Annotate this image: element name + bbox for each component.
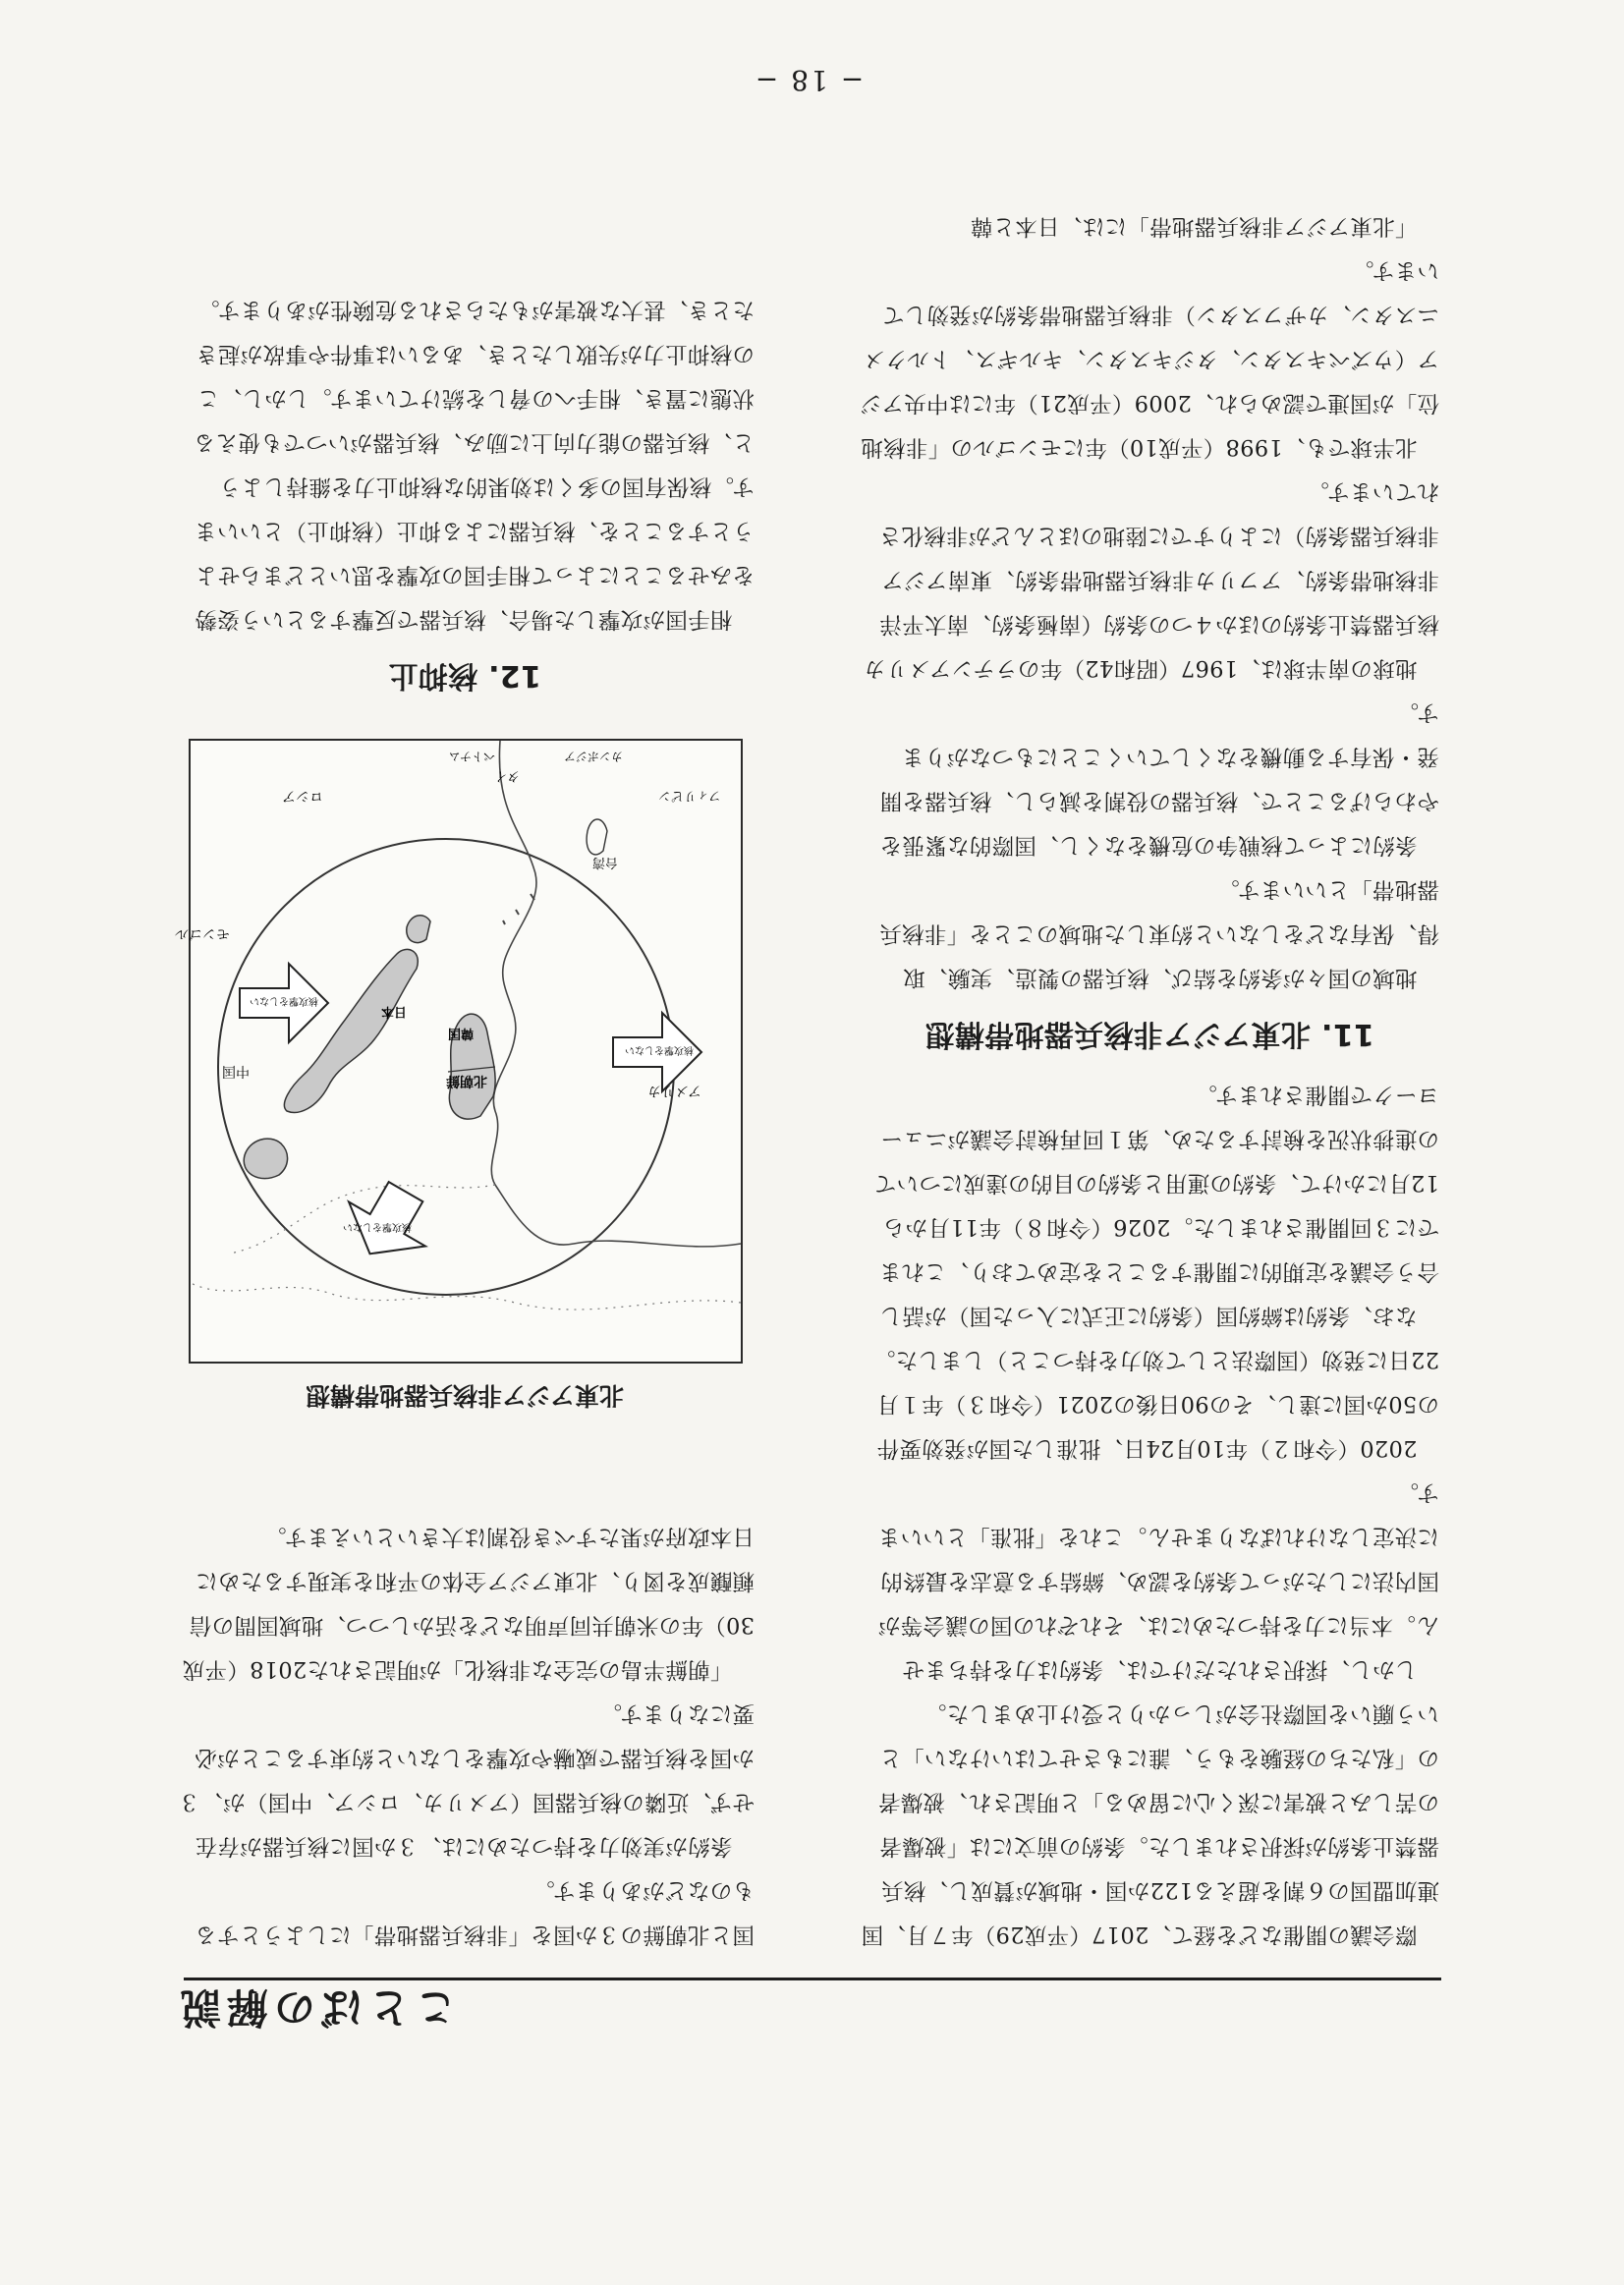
label-north-korea: 北朝鮮 — [446, 1073, 487, 1088]
arrow-label-china: 核攻撃をしない — [250, 995, 318, 1006]
label-south-korea: 韓国 — [447, 1026, 474, 1040]
paragraph: 条約によって核戦争の危機をなくし、国際的な緊張をやわらげることで、核兵器の役割を減らし、核兵器を開発・保有する動機をなくしていくことにもつながります。 — [879, 699, 1439, 858]
paragraph: 北半球でも、1998（平成10）年にモンゴルの「非核地位」が国連で認められ、2009（平成21）年には中央アジア（ウズベキスタン、タジキスタン、キルギス、トルクメニスタン、カザフスタン）非核兵器地帯条約が発効しています。 — [860, 257, 1439, 460]
label-cambodia: カンボジア — [563, 750, 623, 763]
taiwan-island — [587, 819, 607, 855]
section-11-title: 11. 北東アジア非核兵器地帯構想 — [924, 1017, 1374, 1051]
continent-coastline — [491, 741, 741, 1247]
label-mongolia: モンゴル — [175, 925, 230, 941]
paragraph: 地球の南半球は、1967（昭和42）年のラテンアメリカ核兵器禁止条約のほか４つの条約（南極条約、南太平洋非核地帯条約、アフリカ非核兵器地帯条約、東南アジア非核兵器条約）によりすでに陸地のほとんどが非核化されています。 — [863, 478, 1439, 681]
paragraph: 条約が実効力を持つためには、３か国に核兵器が存在せず、近隣の核兵器国（アメリカ、ロシア、中国）が、３か国を核兵器で威嚇や攻撃をしないと約束することが必要になります。 — [178, 1700, 755, 1859]
right-column-bottom — [175, 287, 755, 713]
japan-hokkaido — [244, 1139, 287, 1179]
nuclear-free-zone-circle — [218, 839, 674, 1295]
left-column — [860, 203, 1439, 1956]
paragraph: なお、条約は締約国（条約に正式に入った国）が話し合う会議を定期的に開催することを定めており、これまでに３回開催されました。2026（令和８）年11月から12月にかけて、条約の運用と条約の目的の達成についての進捗状況を検討するため、第１回再検討会議がニューヨークで開催されます。 — [873, 1082, 1439, 1328]
label-japan: 日本 — [380, 1004, 407, 1019]
map-figure — [175, 733, 755, 1421]
label-thailand: タイ — [494, 768, 520, 783]
map-title: 北東アジア非核兵器地帯構想 — [306, 1381, 625, 1410]
paragraph: 相手国が攻撃した場合、核兵器で反撃するという姿勢をみせることによって相手国の攻撃を思いとどまらせようとすることを、核兵器による抑止（核抑止）といいます。核保有国の多くは効果的な核抑止力を維持しようと、核兵器の能力向上に励み、核兵器がいつでも使える状態に置き、相手への脅しを続けています。しかし、この核抑止力が失敗したとき、あるいは事件や事故が起きたとき、甚大な被害がもたらされる危険性があります。 — [193, 297, 755, 632]
label-philippines: フィリピン — [658, 788, 721, 803]
northeast-asia-map — [175, 741, 741, 1362]
japan-kyushu — [407, 916, 430, 943]
label-vietnam: ベトナム — [448, 750, 495, 763]
map-frame — [175, 739, 743, 1364]
paragraph: 国と北朝鮮の３か国を「非核兵器地帯」にしようとするものなどがあります。 — [194, 1877, 755, 1947]
arrow-label-america: 核攻撃をしない — [625, 1044, 694, 1055]
label-russia: ロシア — [282, 788, 323, 804]
page-header-title: ことばの解説 — [173, 1983, 457, 2032]
page-number: − 18 − — [753, 64, 865, 96]
arrow-label-russia: 核攻撃をしない — [343, 1221, 412, 1232]
border-line — [191, 1283, 741, 1310]
paragraph: 際会議の開催などを経て、2017（平成29）年７月、国連加盟国の６割を超える122か国・地域が賛成し、核兵器禁止条約が採択されました。条約の前文には「被爆者の苦しみと被害に深く心に留める」と明記され、被爆者の「私たちの経験をもう、誰にもさせてはいけない」という願いを国際社会がしっかりと受け止めました。 — [861, 1700, 1439, 1947]
label-china: 中国 — [222, 1063, 250, 1079]
section-12-title: 12. 核抑止 — [388, 658, 541, 693]
right-column-top — [175, 1514, 755, 1956]
paragraph: しかし、採択されただけでは、条約は力を持ちません。本当に力を持つためには、それぞれの国の議会等が国内法にしたがって条約を認め、締結する意志を最終的に決定しなければなりません。これを「批准」といいます。 — [877, 1479, 1439, 1682]
paragraph: 地域の国々が条約を結び、核兵器の製造、実験、取得、保有などをしないと約束した地域のことを「非核兵器地帯」といいます。 — [878, 876, 1439, 990]
paragraph: 「北東アジア非核兵器地帯」には、日本と韓 — [970, 213, 1418, 239]
header-rule — [184, 1978, 1441, 1980]
paragraph: 「朝鮮半島の完全な非核化」が明記された2018（平成30）年の米朝共同声明などを活かしつつ、地域国間の信頼醸成を図り、北東アジア全体の平和を実現するために日本政府が果たすべき役割は大きいといえます。 — [182, 1524, 755, 1682]
paragraph: 2020（令和２）年10月24日、批准した国が発効要件の50か国に達し、その90日後の2021（令和３）年１月22日に発効（国際法として効力を持つこと）しました。 — [872, 1347, 1439, 1461]
label-taiwan: 台湾 — [591, 855, 618, 869]
label-america: アメリカ — [646, 1083, 701, 1098]
japan-honshu — [284, 949, 418, 1112]
